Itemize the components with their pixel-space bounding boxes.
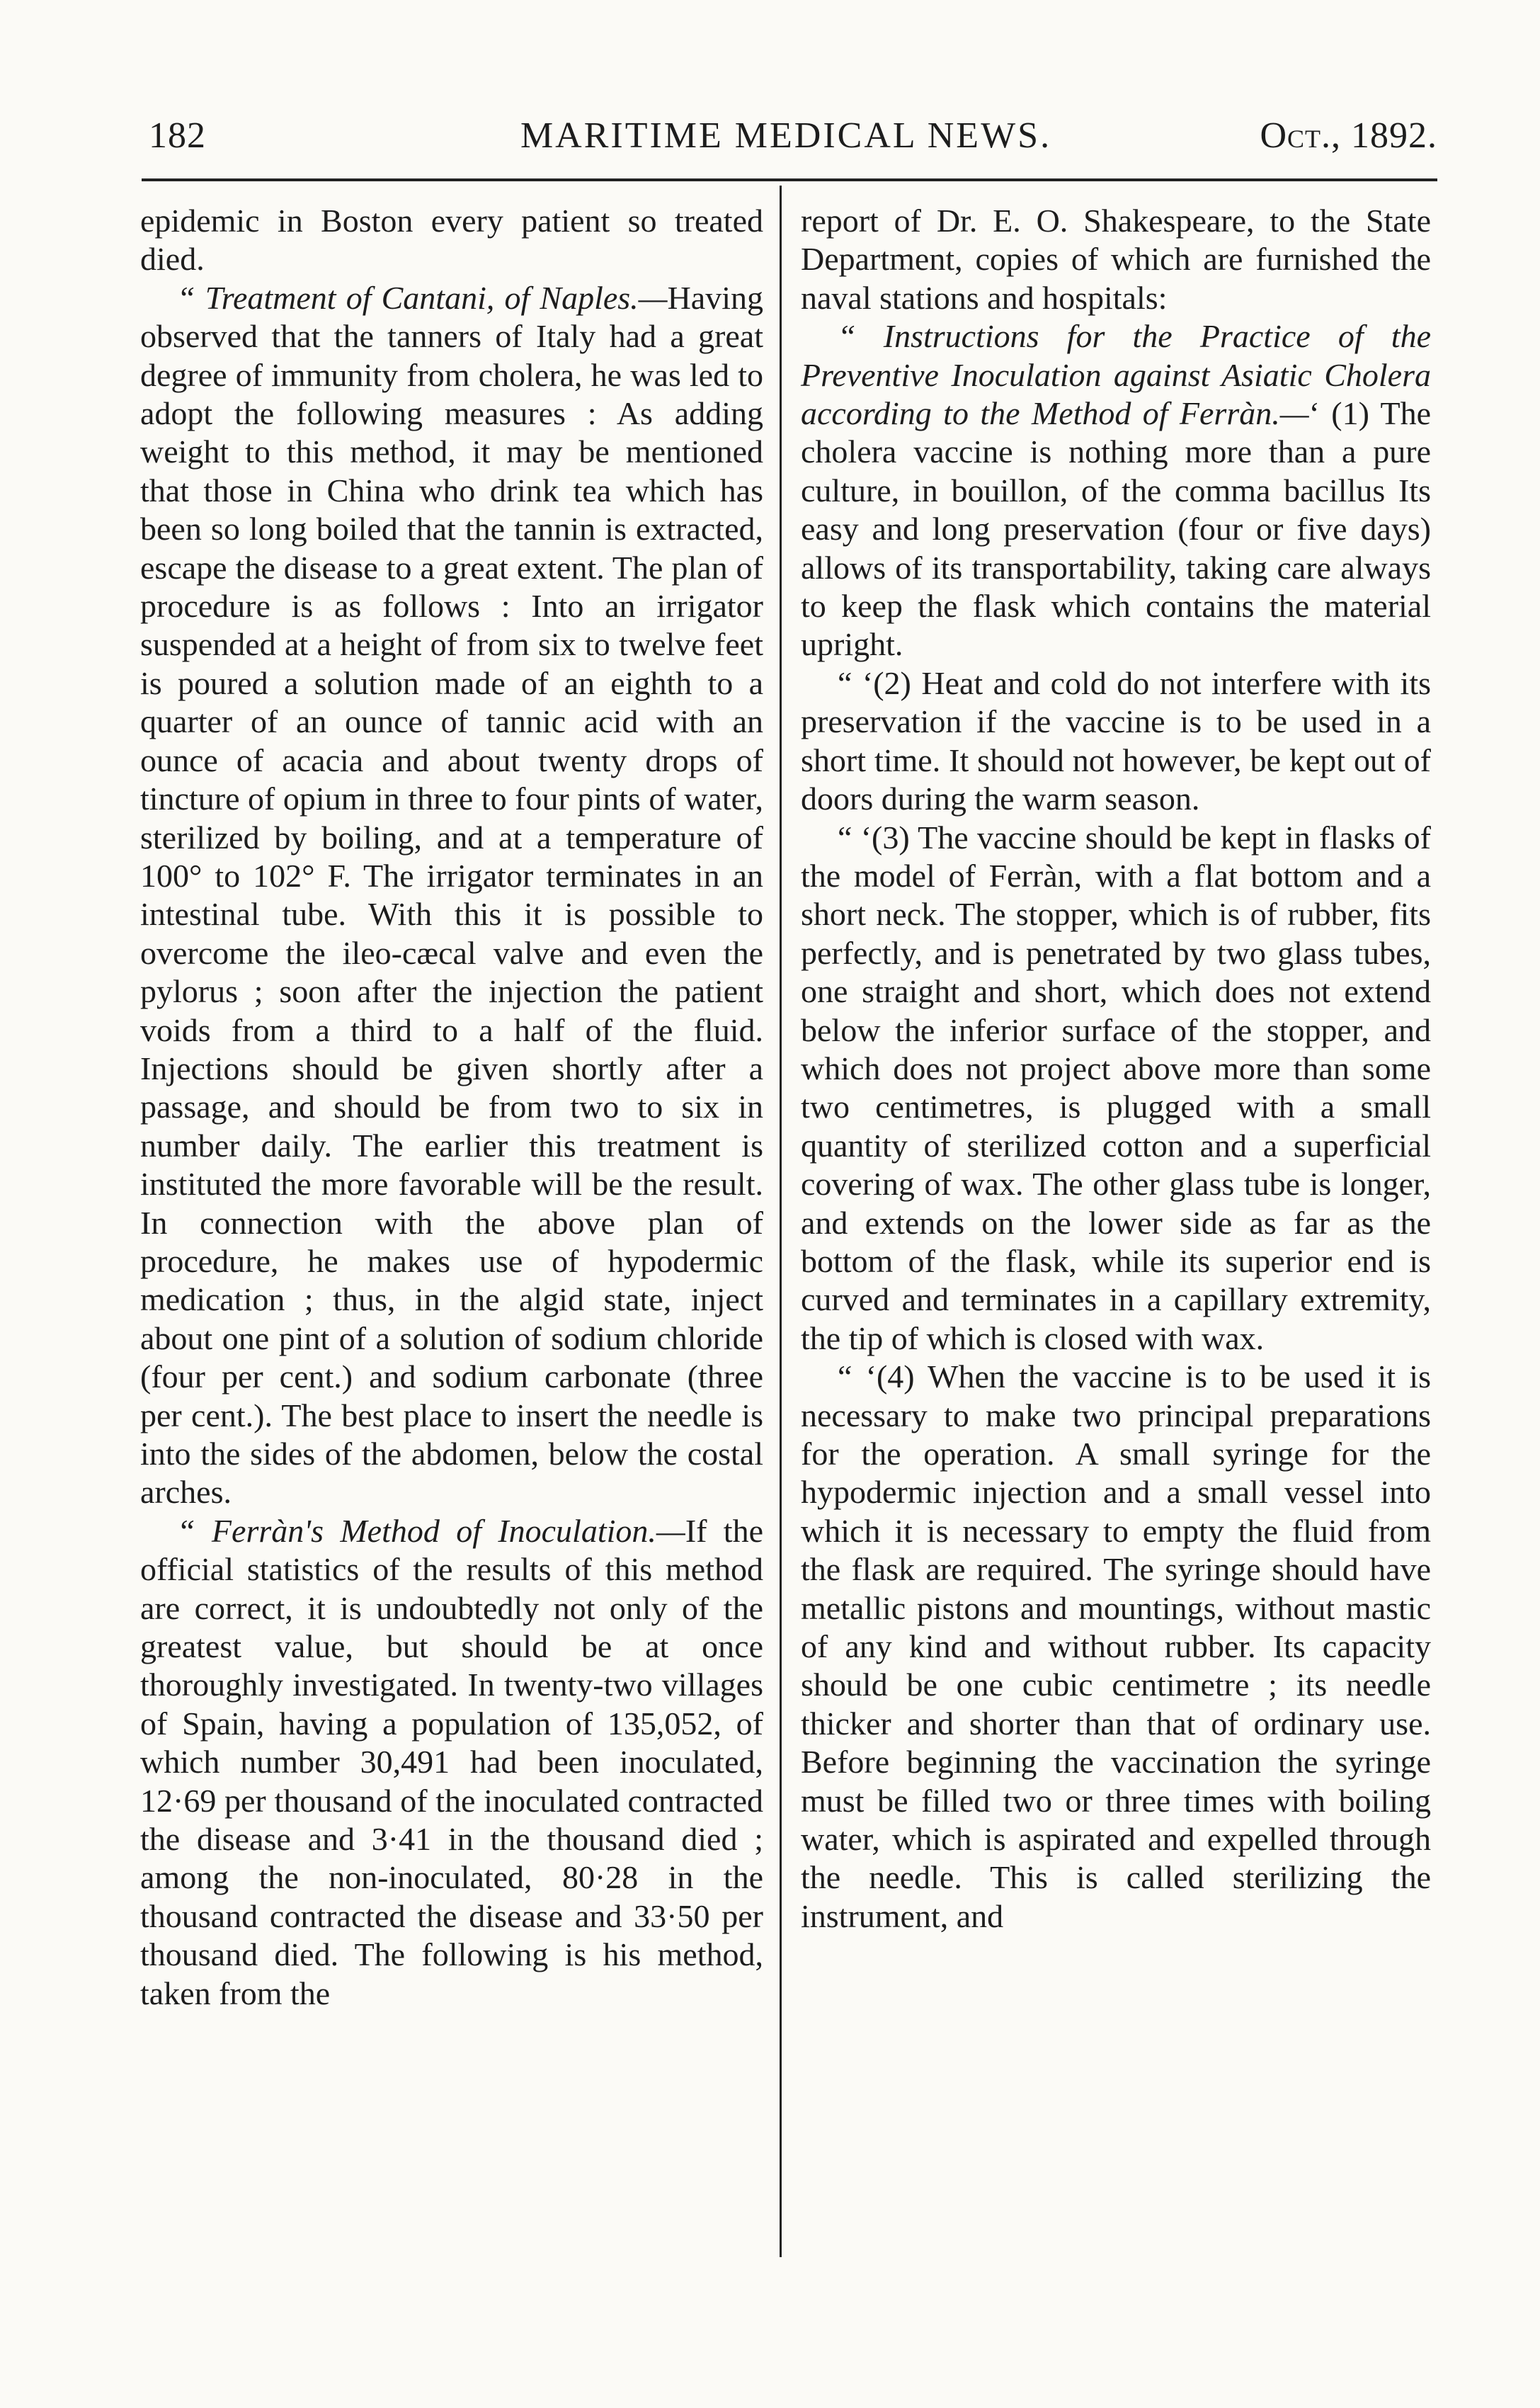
header-rule <box>142 178 1437 181</box>
paragraph-text: “ ‘(3) The vaccine should be kept in flasks of the model of Ferràn, with a flat bottom and a short neck. The stopper, which is of rubber, fits perfectly, and is penetrated by two glass tubes, one straight and short, which does not extend below the inferior surface of the stopper, and which does not project above more than some two centimetres, is plugged with a small quantity of sterilized cotton and a superficial covering of wax. The other glass tube is longer, and extends on the lower side as far as the bottom of the flask, while its superior end is curved and terminates in a capillary extremity, the tip of which is closed with wax. <box>801 819 1431 1356</box>
paragraph-text: ‘ (1) The cholera vaccine is nothing more than a pure culture, in bouillon, of the comma bacillus Its easy and long preservation (four or five days) allows of its transportability, taking care always to keep the flask which contains the material upright. <box>801 395 1431 663</box>
issue-date <box>1260 115 1437 157</box>
issue-date-rest: ., 1892. <box>1321 115 1437 156</box>
paragraph <box>801 317 1431 664</box>
paragraph-text: “ ‘(2) Heat and cold do not interfere with its preservation if the vaccine is to be used in a short time. It should not however, be kept out of doors during the warm season. <box>801 664 1431 817</box>
issue-date-month: Oct <box>1260 115 1321 156</box>
paragraph <box>801 819 1431 1358</box>
column-rule <box>780 186 782 2257</box>
paragraph <box>140 1512 763 2013</box>
paragraph-heading: “ Treatment of Cantani, of Naples.— <box>177 279 668 316</box>
paragraph <box>801 664 1431 819</box>
paragraph-text: “ ‘(4) When the vaccine is to be used it is necessary to make two principal preparations for the operation. A small syringe for the hypodermic injection and a small vessel into which it is necessary to empty the fluid from the flask are required. The syringe should have metallic pistons and mountings, without mastic of any kind and without rubber. Its capacity should be one cubic centimetre ; its needle thicker and shorter than that of ordinary use. Before beginning the vaccination the syringe must be filled two or three times with boiling water, which is aspirated and expelled through the needle. This is called sterilizing the instrument, and <box>801 1358 1431 1934</box>
paragraph-text: epidemic in Boston every patient so treated died. <box>140 203 763 278</box>
paragraph-heading: “ Ferràn's Method of Inoculation.— <box>177 1512 685 1549</box>
paragraph-text: Having observed that the tanners of Italy had a great degree of immunity from cholera, he was led to adopt the following measures : As adding weight to this method, it may be mentioned that those in China who drink tea which has been so long boiled that the tannin is extracted, escape the disease to a great extent. The plan of procedure is as follows : Into an irrigator suspended at a height of from six to twelve feet is poured a solution made of an eighth to a quarter of an ounce of tannic acid with an ounce of acacia and about twenty drops of tincture of opium in three to four pints of water, sterilized by boiling, and at a temperature of 100° to 102° F. The irrigator terminates in an intestinal tube. With this it is possible to overcome the ileo-cæcal valve and even the pylorus ; soon after the injection the patient voids from a third to a half of the fluid. Injections should be given shortly after a passage, and should be from two to six in number daily. The earlier this treatment is instituted the more favorable will be the result. In connection with the above plan of procedure, he makes use of hypodermic medication ; thus, in the algid state, inject about one pint of a solution of sodium chloride (four per cent.) and sodium carbonate (three per cent.). The best place to insert the needle is into the sides of the abdomen, below the costal arches. <box>140 279 763 1511</box>
paragraph <box>801 1358 1431 1936</box>
journal-title: MARITIME MEDICAL NEWS. <box>520 115 1052 156</box>
left-column <box>140 202 763 2013</box>
page-number: 182 <box>149 115 206 156</box>
paragraph <box>801 202 1431 317</box>
paragraph <box>140 279 763 1512</box>
paragraph-text: If the official statistics of the results of this method are correct, it is undoubtedly not only of the greatest value, but should be at once thoroughly investigated. In twenty-two villages of Spain, having a population of 135,052, of which number 30,491 had been inoculated, 12·69 per thousand of the inoculated contracted the disease and 3·41 in the thousand died ; among the non-inoculated, 80·28 in the thousand contracted the disease and 33·50 per thousand died. The following is his method, taken from the <box>140 1512 763 2011</box>
paragraph <box>140 202 763 279</box>
paragraph-heading: “ Instructions for the Practice of the Preventive Inoculation against Asiatic Cholera according to the Method of Ferràn.— <box>801 318 1431 432</box>
running-header <box>135 115 1437 164</box>
paragraph-text: report of Dr. E. O. Shakespeare, to the State Department, copies of which are furnished the naval stations and hospitals: <box>801 203 1431 316</box>
right-column <box>801 202 1431 1936</box>
